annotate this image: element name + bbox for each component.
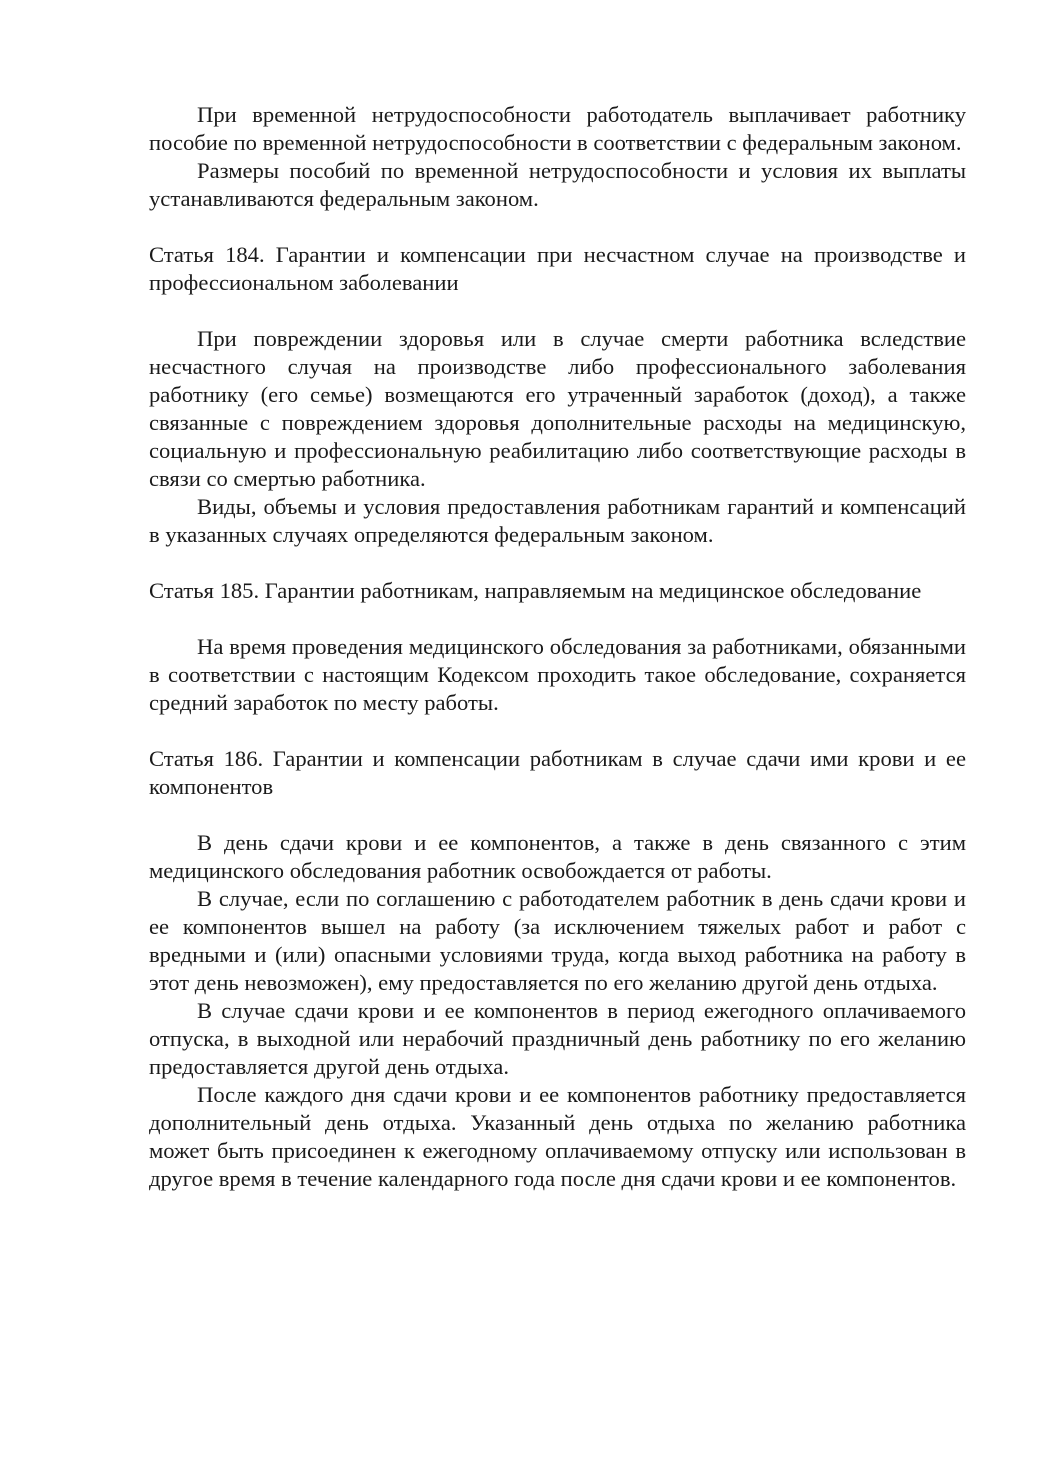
article-184-paragraph-2: Виды, объемы и условия предоставления работникам гарантий и компенсаций в указанных случаях определяются федеральным законом. bbox=[149, 494, 966, 547]
spacer bbox=[149, 717, 966, 745]
intro-paragraph-1: При временной нетрудоспособности работодатель выплачивает работнику пособие по временной нетрудоспособности в соответствии с федеральным законом. bbox=[149, 102, 966, 155]
article-185-paragraph-1: На время проведения медицинского обследования за работниками, обязанными в соответствии с настоящим Кодексом проходить такое обследование, сохраняется средний заработок по месту работы. bbox=[149, 634, 966, 715]
article-186-paragraph-3: В случае сдачи крови и ее компонентов в период ежегодного оплачиваемого отпуска, в выходной или нерабочий праздничный день работнику по его желанию предоставляется другой день отдыха. bbox=[149, 998, 966, 1079]
article-184-heading: Статья 184. Гарантии и компенсации при несчастном случае на производстве и профессиональном заболевании bbox=[149, 242, 966, 295]
spacer bbox=[149, 549, 966, 577]
article-186-paragraph-2: В случае, если по соглашению с работодателем работник в день сдачи крови и ее компонентов вышел на работу (за исключением тяжелых работ и работ с вредными и (или) опасными условиями труда, когда выход работника на работу в этот день невозможен), ему предоставляется по его желанию другой день отдыха. bbox=[149, 886, 966, 995]
spacer bbox=[149, 605, 966, 633]
intro-paragraph-2: Размеры пособий по временной нетрудоспособности и условия их выплаты устанавливаются федеральным законом. bbox=[149, 158, 966, 211]
article-186-heading: Статья 186. Гарантии и компенсации работникам в случае сдачи ими крови и ее компонентов bbox=[149, 746, 966, 799]
spacer bbox=[149, 213, 966, 241]
article-186-paragraph-1: В день сдачи крови и ее компонентов, а также в день связанного с этим медицинского обследования работник освобождается от работы. bbox=[149, 830, 966, 883]
article-186-paragraph-4: После каждого дня сдачи крови и ее компонентов работнику предоставляется дополнительный день отдыха. Указанный день отдыха по желанию работника может быть присоединен к ежегодному оплачиваемому отпуску или использован в другое время в течение календарного года после дня сдачи крови и ее компонентов. bbox=[149, 1082, 966, 1191]
article-184-paragraph-1: При повреждении здоровья или в случае смерти работника вследствие несчастного случая на производстве либо профессионального заболевания работнику (его семье) возмещаются его утраченный заработок (доход), а также связанные с повреждением здоровья дополнительные расходы на медицинскую, социальную и профессиональную реабилитацию либо соответствующие расходы в связи со смертью работника. bbox=[149, 326, 966, 491]
spacer bbox=[149, 801, 966, 829]
document-page bbox=[149, 101, 966, 1193]
spacer bbox=[149, 297, 966, 325]
article-185-heading: Статья 185. Гарантии работникам, направляемым на медицинское обследование bbox=[149, 578, 922, 603]
